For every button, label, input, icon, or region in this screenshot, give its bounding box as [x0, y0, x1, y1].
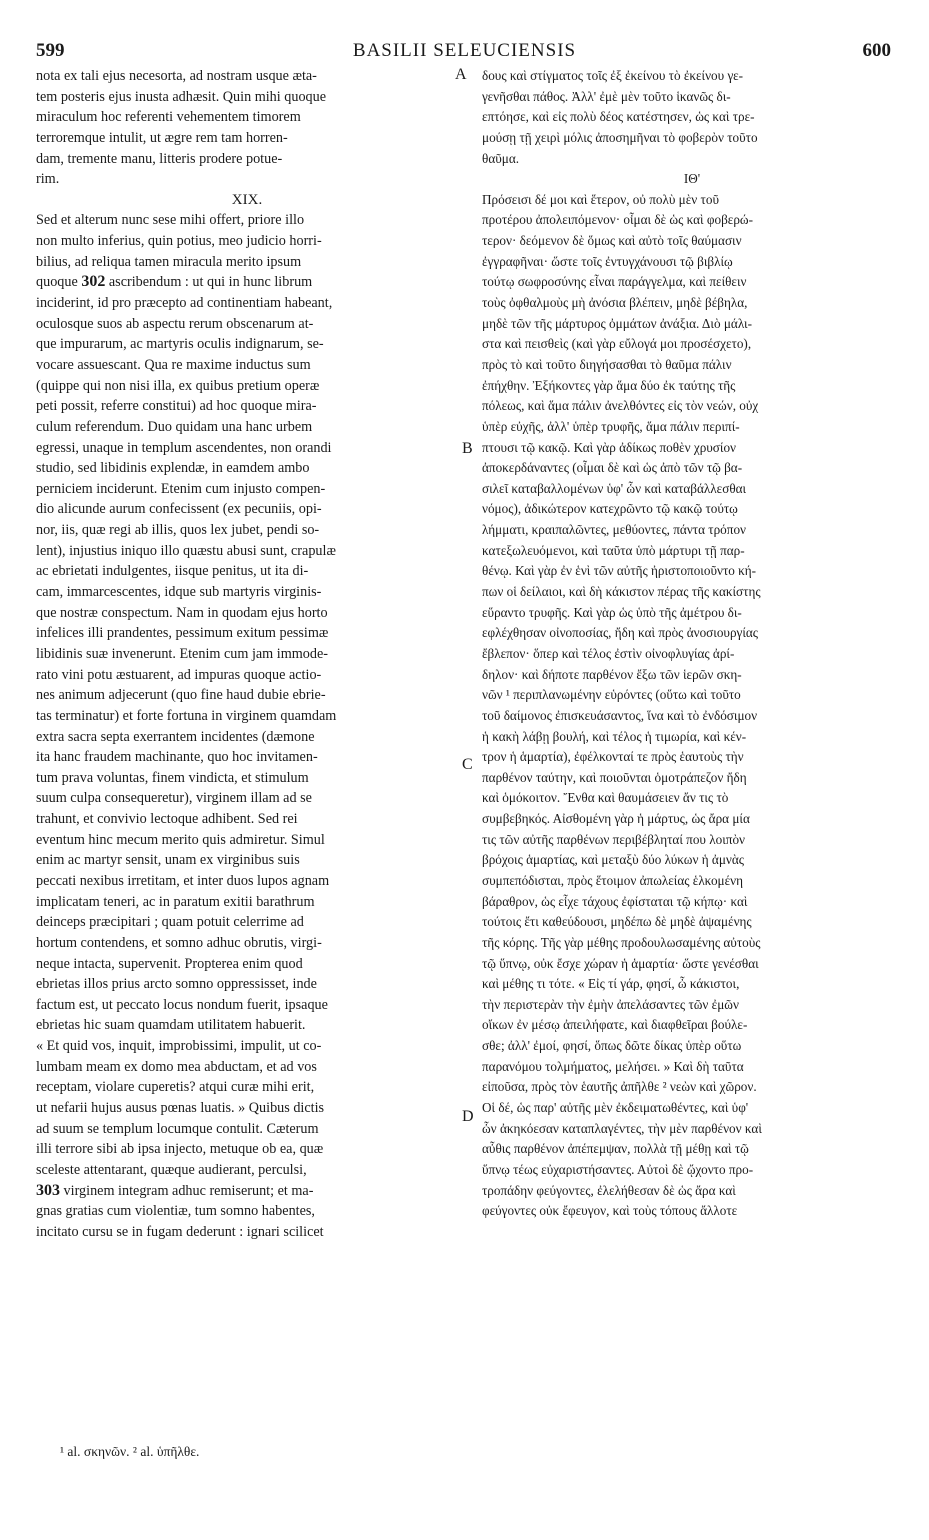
- text-line: non multo inferius, quin potius, meo judicio horri-: [36, 233, 322, 250]
- text-line: βρόχοις ἁμαρτίας, καὶ μεταξὺ δύο λύκων ἡ ἀμνὰς: [482, 852, 745, 868]
- text-line: implicatam teneri, ac in paratum exitii barathrum: [36, 893, 315, 910]
- text-line: ac ebrietati indulgentes, iisque penitus, ut ita di-: [36, 563, 309, 580]
- margin-marker-c: C: [462, 756, 473, 773]
- text-line: gnas gratias cum violentiæ, tum somno habentes,: [36, 1203, 315, 1220]
- text-line: Οἱ δέ, ὡς παρ' αὐτῆς μὲν ἐκδειματωθέντες, καὶ ὑφ': [482, 1100, 749, 1116]
- text-line: ὧν ἀκηκόεσαν καταπλαγέντες, τὴν μὲν παρθένον καὶ: [482, 1120, 762, 1136]
- text-line: κατεξωλευόμενοι, καὶ ταῦτα ὑπὸ μάρτυρι τῇ παρ-: [482, 542, 745, 558]
- text-line: quoque 302 ascribendum : ut qui in hunc librum: [36, 273, 313, 291]
- text-line: τερον· δεόμενον δὲ ὅμως καὶ αὐτὸ τοῖς θαύμασιν: [482, 233, 742, 249]
- text-line: καὶ ὁμόκοιτον. Ἔνθα καὶ θαυμάσειεν ἄν τις τὸ: [482, 790, 729, 806]
- text-line: dio alicunde aurum confecissent (ex pecuniis, opi-: [36, 501, 322, 518]
- text-line: εὕραντο τρυφῆς. Καὶ γὰρ ὡς ὑπὸ τῆς ἀμέτρου δι-: [482, 604, 742, 620]
- greek-column: [482, 66, 902, 1222]
- text-line: τούτοις ἔτι καθεύδουσι, μηδέπω δὲ μηδὲ ἀψαμένης: [482, 914, 752, 930]
- text-line: τροπάδην φεύγοντες, ἐλελήθεσαν δὲ ὡς ἄρα καὶ: [482, 1182, 736, 1198]
- text-line: vocare assuescant. Qua re maxime inductus sum: [36, 356, 311, 373]
- text-line: τὴν περιστερὰν τὴν ἐμὴν ἀπελάσαντες τῶν ἐμῶν: [482, 996, 739, 1012]
- text-line: incitato cursu se in fugam dederunt : ignari scilicet: [36, 1223, 324, 1240]
- text-line: προτέρου ἀπολειπόμενον· οἶμαι δὲ ὡς καὶ φοβερώ-: [482, 212, 753, 228]
- text-line: βάραθρον, ὡς εἶχε τάχους ἐφίσταται τῷ κήπῳ· καὶ: [482, 893, 748, 909]
- text-line: inciderint, id pro præcepto ad continentiam habeant,: [36, 295, 333, 312]
- text-line: extra sacra septa exerrantem incidentes (dæmone: [36, 728, 315, 745]
- text-line: ad suum se templum locumque contulit. Cæterum: [36, 1120, 319, 1137]
- text-line: τρον ἡ ἁμαρτία), ἐφέλκονταί τε πρὸς ἑαυτοὺς τὴν: [482, 749, 744, 765]
- text-line: lent), injustius iniquo illo quæstu abusi sunt, crapulæ: [36, 542, 336, 559]
- page-header: [0, 40, 929, 64]
- text-line: ebrietas illos prius arcto somno oppressisset, inde: [36, 976, 317, 993]
- text-line: ἡ κακὴ λάβῃ βουλή, καὶ τέλος ἡ τιμωρία, καὶ κέν-: [482, 728, 747, 744]
- column-number: 302: [81, 273, 106, 291]
- text-line: τοὺς ὀφθαλμοὺς μὴ ἀνόσια βλέπειν, μηδὲ βέβηλα,: [482, 295, 748, 311]
- text-line: ἀποκερδάναντες (οἶμαι δὲ καὶ ὡς ἀπὸ τῶν τῷ βα-: [482, 460, 743, 476]
- text-line: ἐπήχθην. Ἐξήκοντες γὰρ ἅμα δύο ἐκ ταύτης τῆς: [482, 377, 736, 393]
- text-line: τούτῳ σωφροσύνης εἶναι παράγγελμα, καὶ πείθειν: [482, 274, 747, 290]
- latin-column: [36, 66, 458, 1243]
- footnotes: ¹ al. σκηνῶν. ² al. ὑπῆλθε.: [60, 1444, 200, 1459]
- text-line: que nostræ conspectum. Nam in quodam ejus horto: [36, 604, 328, 621]
- text-line: σιλεῖ καταβαλλομένων ὑφ' ὧν καὶ καταβάλλεσθαι: [482, 480, 747, 496]
- text-line: nes animum adjecerunt (quo fine haud dubie ebrie-: [36, 687, 326, 704]
- text-line: lumbam meam ex domo mea abductam, et ad vos: [36, 1058, 317, 1075]
- text-line: νόμος), ἀδικώτερον κατεχρῶντο τῷ κακῷ τούτῳ: [482, 501, 738, 517]
- text-line: hortum contendens, et somno adhuc obrutis, virgi-: [36, 934, 322, 951]
- text-line: Sed et alterum nunc sese mihi offert, priore illo: [36, 212, 305, 229]
- text-line: 303 virginem integram adhuc remiserunt; et ma-: [36, 1181, 314, 1199]
- text-line: rato vini potu æstuarent, ad impuras quoque actio-: [36, 666, 322, 683]
- text-line: ὕπνῳ τέως εὐχαριστήσαντες. Αὐτοὶ δὲ ᾤχοντο προ-: [482, 1161, 754, 1177]
- text-line: tum prava voluntas, finem vindicta, et stimulum: [36, 769, 309, 786]
- text-line: ἐγγραφῆναι· ὥστε τοῖς ἐντυγχάνουσι τῷ βιβλίῳ: [482, 253, 733, 269]
- text-line: nota ex tali ejus necesorta, ad nostram usque æta-: [36, 68, 317, 84]
- text-line: θένῳ. Καὶ γὰρ ἐν ἑνὶ τῶν αὐτῆς ἠριστοποιοῦντο κή-: [482, 563, 757, 579]
- text-line: peti possit, referre constitui) ad hoc quoque mira-: [36, 398, 317, 415]
- page-number-left: 599: [36, 40, 65, 61]
- margin-marker-a: A: [455, 66, 467, 83]
- text-line: εἰποῦσα, πρὸς τὸν ἑαυτῆς ἀπῆλθε ² νεὼν καὶ χῶρον.: [482, 1079, 757, 1095]
- text-line: dam, tremente manu, litteris prodere potue-: [36, 150, 283, 167]
- text-line: « Et quid vos, inquit, improbissimi, impulit, ut co-: [36, 1038, 322, 1055]
- text-line: cam, immarcescentes, idque sub martyris virginis-: [36, 584, 322, 601]
- text-line: libidinis suæ invenerunt. Etenim cum jam immode-: [36, 645, 328, 662]
- text-line: παρθένον ταύτην, καὶ ποιοῦνται ὁμοτράπεζον ἤδη: [482, 769, 747, 785]
- text-line: illi terrore sibi ab ipsa injecto, metuque ob ea, quæ: [36, 1141, 324, 1158]
- text-line: πόλεως, καὶ ἅμα πάλιν ἀνελθόντες εἰς τὸν νεών, οὐχ: [482, 398, 759, 414]
- text-line: studio, sed libidinis explendæ, in eamdem ambo: [36, 460, 310, 477]
- text-line: ita hanc fraudem machinante, quo hoc invitamen-: [36, 749, 318, 766]
- text-line: peccati nexibus irretitam, et inter duos lupos agnam: [36, 872, 330, 889]
- text-line: οἴκων ἐν μέσῳ ἀπειλήφατε, καὶ διαφθεῖραι βούλε-: [482, 1017, 748, 1033]
- text-line: Πρόσεισι δέ μοι καὶ ἕτερον, οὐ πολὺ μὲν τοῦ: [482, 191, 719, 207]
- text-line: rim.: [36, 171, 60, 188]
- text-line: τῆς κόρης. Τῆς γὰρ μέθης προδουλωσαμένης αὐτοὺς: [482, 934, 761, 950]
- text-line: πτουσι τῷ κακῷ. Καὶ γὰρ ἀδίκως ποθὲν χρυσίον: [482, 439, 737, 455]
- text-line: suum culpa consequeretur), virginem illam ad se: [36, 790, 312, 807]
- margin-marker-d: D: [462, 1108, 474, 1125]
- text-line: egressi, unaque in templum ascendentes, non orandi: [36, 439, 332, 456]
- text-line: δηλον· καὶ δήποτε παρθένον ἔξω τῶν ἱερῶν σκη-: [482, 666, 742, 682]
- text-line: ὑπὲρ εὐχῆς, ἀλλ' ὑπὲρ τρυφῆς, ἅμα πάλιν περιπί-: [482, 418, 740, 434]
- text-line: terroremque intulit, ut ægre rem tam horren-: [36, 129, 288, 146]
- text-line: παρανόμου τολμήματος, μελήσει. » Καὶ δὴ ταῦτα: [482, 1058, 744, 1074]
- section-heading: XIX.: [231, 191, 263, 208]
- text-line: αὖθις παρθένον ἀπέπεμψαν, πολλὰ τῇ μέθῃ καὶ τῷ: [482, 1141, 749, 1157]
- text-line: trahunt, et convivio lectoque adhibent. Sed rei: [36, 811, 298, 828]
- text-line: deinceps præcipitari ; quam potuit celerrime ad: [36, 914, 304, 931]
- text-line: culum referendum. Duo quidam una hanc urbem: [36, 418, 313, 435]
- text-line: μούσῃ τῇ χειρὶ μόλις ἀποσημῆναι τὸ φοβερὸν τοῦτο: [482, 129, 758, 145]
- text-line: καὶ μέθης τι τότε. « Εἰς τί γάρ, φησί, ὦ κάκιστοι,: [482, 976, 740, 992]
- text-line: στα καὶ πεισθεὶς (καὶ γὰρ εὔλογά μοι προσέσχετο),: [482, 336, 752, 352]
- text-line: infelices illi prandentes, pessimum exitum pessimæ: [36, 625, 329, 642]
- text-line: δους καὶ στίγματος τοῖς ἐξ ἐκείνου τὸ ἐκείνου γε-: [482, 68, 744, 83]
- text-line: τοῦ δαίμονος ἐπισκευάσαντος, ἵνα καὶ τὸ ἐνδόσιμον: [482, 707, 758, 723]
- text-line: θαῦμα.: [482, 150, 520, 166]
- text-line: perniciem inciderunt. Etenim cum injusto compen-: [36, 480, 326, 497]
- text-line: nor, iis, quæ regi ab illis, quos lex jubet, pendi so-: [36, 522, 320, 539]
- text-line: επτόησε, καὶ εἰς πολὺ δέος κατέστησεν, ὡς καὶ τρε-: [482, 109, 755, 125]
- text-line: εφλέχθησαν οἰνοποσίας, ἤδη καὶ πρὸς ἀνοσιουργίας: [482, 625, 759, 641]
- text-line: νῶν ¹ περιπλανωμένην εὑρόντες (οὕτω καὶ τοῦτο: [482, 687, 741, 703]
- text-line: factum est, ut peccato locus nondum fuerit, ipsaque: [36, 996, 328, 1013]
- text-line: que impurarum, ac martyris oculis indignarum, se-: [36, 336, 324, 353]
- text-line: τις τῶν αὐτῆς παρθένων περιβέβληταί που λοιπὸν: [482, 831, 746, 847]
- text-line: συμπεπόδισται, πρὸς ἕτοιμον ἀπωλείας ἑλκομένη: [482, 872, 744, 888]
- text-line: τῷ ὕπνῳ, οὐκ ἔσχε χώραν ἡ ἁμαρτία· ὥστε γενέσθαι: [482, 955, 759, 971]
- text-line: ἔβλεπον· ὅπερ καὶ τέλος ἐστὶν οἰνοφλυγίας ἀρί-: [482, 645, 735, 661]
- margin-marker-b: B: [462, 440, 473, 457]
- text-line: μηδὲ τῶν τῆς μάρτυρος ὀμμάτων ἀνάξια. Διὸ μάλι-: [482, 315, 752, 331]
- text-line: sceleste attentarant, quæque audierant, perculsi,: [36, 1161, 307, 1178]
- text-line: tas terminatur) et forte fortuna in virginem quamdam: [36, 707, 337, 724]
- text-line: tem posteris ejus inusta adhæsit. Quin mihi quoque: [36, 88, 327, 105]
- text-line: πρὸς τὸ καὶ τοῦτο διηγήσασθαι τὸ θαῦμα πάλιν: [482, 356, 732, 372]
- text-line: ebrietas hic suam quamdam utilitatem habuerit.: [36, 1017, 306, 1034]
- running-title: BASILII SELEUCIENSIS: [352, 40, 577, 61]
- section-heading: ΙΘ': [683, 171, 701, 187]
- text-line: ut nefarii hujus ausus pœnas luatis. » Quibus dictis: [36, 1100, 325, 1117]
- text-line: σθε; ἀλλ' ἐμοί, φησί, ὅπως δῶτε δίκας ὑπὲρ οὕτω: [482, 1038, 742, 1054]
- text-line: γενῆσθαι πάθος. Ἀλλ' ἐμὲ μὲν τοῦτο ἱκανῶς δι-: [482, 88, 731, 104]
- text-line: oculosque suos ab aspectu rerum obscenarum at-: [36, 315, 314, 332]
- column-number: 303: [36, 1181, 60, 1199]
- text-line: receptam, violare cuperetis? atqui curæ mihi erit,: [36, 1079, 315, 1096]
- text-line: eventum hinc mecum merito quis admiretur. Simul: [36, 831, 325, 848]
- text-line: miraculum hoc referenti vehementem timorem: [36, 109, 301, 126]
- text-line: neque intacta, supervenit. Propterea enim quod: [36, 955, 303, 972]
- text-line: φεύγοντες οὐκ ἔφευγον, καὶ τοὺς τόπους ἄλλοτε: [482, 1203, 738, 1219]
- text-line: πων οἱ δείλαιοι, καὶ δὴ κάκιστον πέρας τῆς κακίστης: [482, 584, 761, 600]
- text-line: λήμματι, κραιπαλῶντες, μεθύοντες, πάντα τρόπον: [482, 522, 746, 538]
- text-line: (quippe qui non nisi illa, ex quibus pretium operæ: [36, 377, 320, 394]
- text-line: bilius, ad reliqua tamen miracula merito ipsum: [36, 253, 302, 270]
- text-line: enim ac martyr sensit, unam ex virginibus suis: [36, 852, 300, 869]
- text-line: συμβεβηκός. Αἰσθομένη γὰρ ἡ μάρτυς, ὡς ἄρα μία: [482, 811, 750, 827]
- page-number-right: 600: [862, 40, 891, 61]
